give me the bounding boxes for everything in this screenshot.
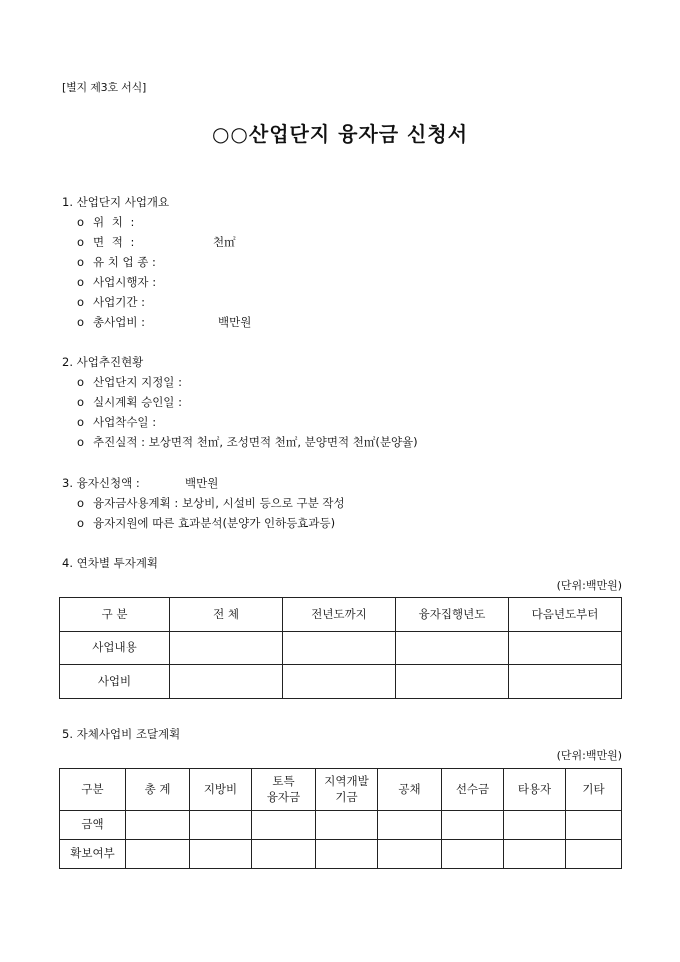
table-row — [60, 840, 622, 869]
section-1-item: ο 사업기간 : — [77, 295, 145, 309]
section-2-item: ο 추진실적 : 보상면적 천㎡, 조성면적 천㎡, 분양면적 천㎡(분양율) — [77, 435, 418, 449]
table-cell[interactable] — [378, 811, 442, 840]
table-cell[interactable] — [283, 665, 396, 699]
circle-bullet-icon: ο — [77, 435, 85, 449]
table-header-cell: 지역개발 기금 — [316, 769, 378, 811]
section-4-unit: (단위:백만원) — [556, 579, 622, 592]
table-cell[interactable] — [190, 840, 252, 869]
circle-bullet-icon: ο — [77, 275, 85, 289]
table-header-cell: 총 계 — [126, 769, 190, 811]
table-header-cell: 구 분 — [60, 598, 170, 632]
table-header-cell: 융자집행년도 — [396, 598, 509, 632]
table-cell[interactable] — [396, 632, 509, 665]
section-2-heading: 2. 사업추진현황 — [62, 355, 144, 369]
circle-bullet-icon: ο — [77, 295, 85, 309]
table-cell[interactable] — [126, 811, 190, 840]
form-label: [별지 제3호 서식] — [62, 81, 147, 94]
table-cell[interactable] — [190, 811, 252, 840]
table-cell[interactable] — [442, 840, 504, 869]
table-cell: 금액 — [60, 811, 126, 840]
table-header-cell: 기타 — [566, 769, 622, 811]
section-1-heading: 1. 산업단지 사업개요 — [62, 195, 170, 209]
table-row — [60, 632, 622, 665]
section-1-item: ο 총사업비 : 백만원 — [77, 315, 252, 329]
circle-bullet-icon: ο — [77, 395, 85, 409]
section-1-item: ο 유 치 업 종 : — [77, 255, 156, 269]
table-cell[interactable] — [504, 811, 566, 840]
circle-bullet-icon: ο — [77, 255, 85, 269]
table-cell[interactable] — [316, 840, 378, 869]
table-cell[interactable] — [170, 665, 283, 699]
section-5-unit: (단위:백만원) — [556, 749, 622, 762]
table-cell[interactable] — [283, 632, 396, 665]
circle-bullet-icon: ο — [77, 215, 85, 229]
circle-bullet-icon: ο — [77, 415, 85, 429]
section-1-item: ο 면 적 : 천㎡ — [77, 235, 236, 249]
table-cell[interactable] — [170, 632, 283, 665]
circle-bullet-icon: ο — [77, 516, 85, 530]
table-header-cell: 공채 — [378, 769, 442, 811]
table-header-cell: 선수금 — [442, 769, 504, 811]
table-header-cell: 전년도까지 — [283, 598, 396, 632]
section-3-item: ο 융자지원에 따른 효과분석(분양가 인하등효과등) — [77, 516, 336, 530]
table-cell[interactable] — [316, 811, 378, 840]
table-cell: 사업비 — [60, 665, 170, 699]
table-cell[interactable] — [252, 811, 316, 840]
section-1-item: ο 사업시행자 : — [77, 275, 157, 289]
page-title: ○○산업단지 융자금 신청서 — [211, 122, 469, 146]
table-header-cell: 전 체 — [170, 598, 283, 632]
table-cell: 사업내용 — [60, 632, 170, 665]
table-header-cell: 토특 융자금 — [252, 769, 316, 811]
section-2-item: ο 산업단지 지정일 : — [77, 375, 182, 389]
section-1-item: ο 위 치 : — [77, 215, 137, 229]
table-cell[interactable] — [396, 665, 509, 699]
table-cell[interactable] — [126, 840, 190, 869]
table-header-cell: 구분 — [60, 769, 126, 811]
table-cell[interactable] — [378, 840, 442, 869]
table-header-cell: 다음년도부터 — [509, 598, 622, 632]
table-cell[interactable] — [566, 840, 622, 869]
section-3-item: ο 융자금사용계획 : 보상비, 시설비 등으로 구분 작성 — [77, 496, 345, 510]
investment-plan-table — [59, 597, 622, 699]
circle-bullet-icon: ο — [77, 315, 85, 329]
table-cell[interactable] — [566, 811, 622, 840]
table-cell[interactable] — [509, 632, 622, 665]
circle-bullet-icon: ο — [77, 235, 85, 249]
circle-bullet-icon: ο — [77, 496, 85, 510]
table-row — [60, 811, 622, 840]
table-cell[interactable] — [504, 840, 566, 869]
table-row — [60, 665, 622, 699]
section-3-heading: 3. 융자신청액 : 백만원 — [62, 476, 219, 490]
table-header-cell: 타용자 — [504, 769, 566, 811]
table-header-row — [60, 598, 622, 632]
table-cell[interactable] — [252, 840, 316, 869]
table-cell[interactable] — [509, 665, 622, 699]
table-cell: 확보여부 — [60, 840, 126, 869]
self-funding-table — [59, 768, 622, 869]
table-header-row — [60, 769, 622, 811]
table-cell[interactable] — [442, 811, 504, 840]
section-2-item: ο 실시계획 승인일 : — [77, 395, 182, 409]
section-4-heading: 4. 연차별 투자계획 — [62, 556, 159, 570]
section-2-item: ο 사업착수일 : — [77, 415, 157, 429]
circle-bullet-icon: ο — [77, 375, 85, 389]
table-header-cell: 지방비 — [190, 769, 252, 811]
section-5-heading: 5. 자체사업비 조달계획 — [62, 727, 181, 741]
